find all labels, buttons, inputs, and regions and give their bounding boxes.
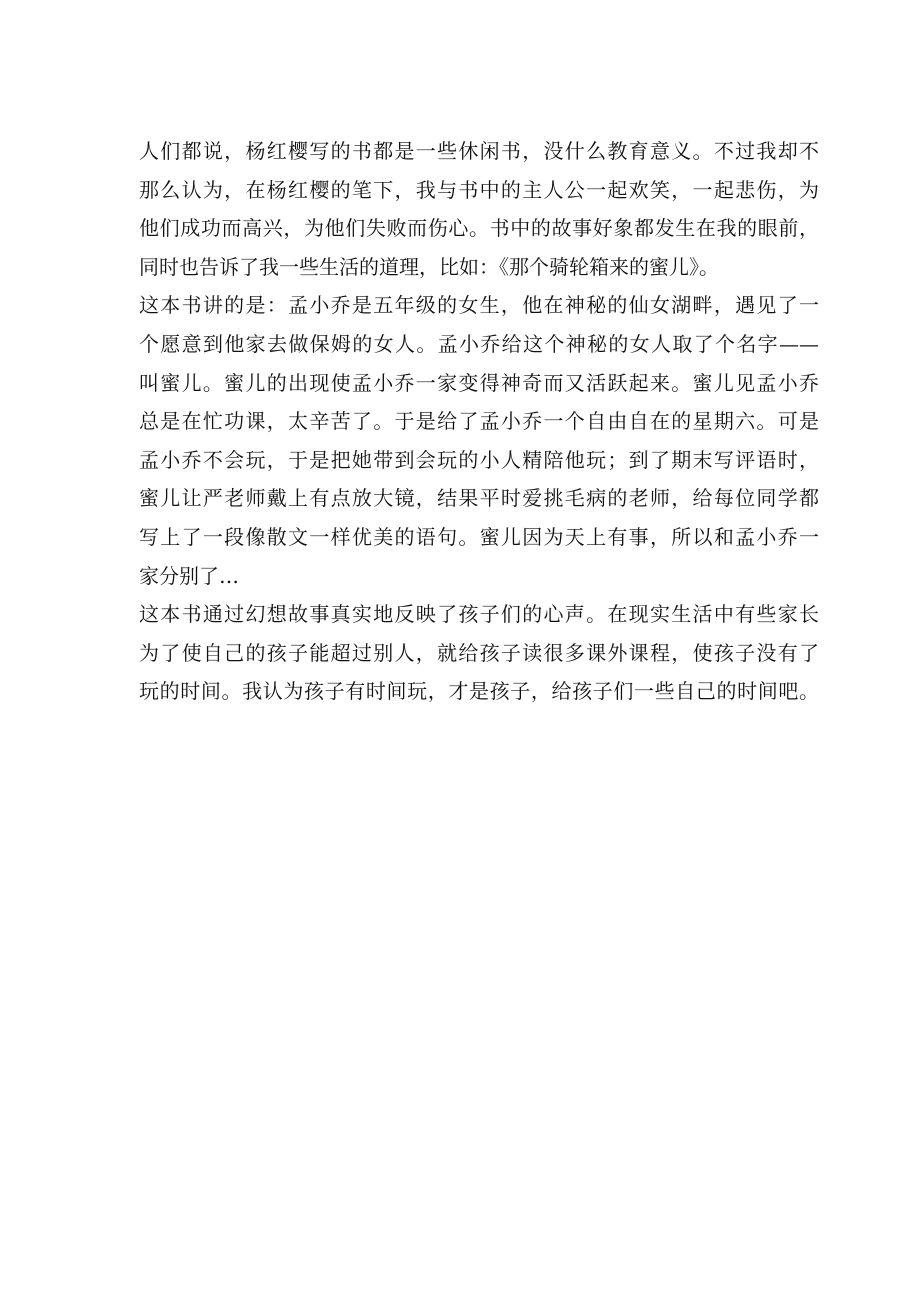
- text-line: 这本书讲的是：孟小乔是五年级的女生，他在神秘的仙女湖畔，遇见了一: [139, 293, 819, 318]
- text-line: 蜜儿让严老师戴上有点放大镜，结果平时爱挑毛病的老师，给每位同学都: [139, 486, 819, 511]
- text-line: 玩的时间。我认为孩子有时间玩，才是孩子，给孩子们一些自己的时间吧。: [139, 679, 819, 704]
- text-line: 叫蜜儿。蜜儿的出现使孟小乔一家变得神奇而又活跃起来。蜜儿见孟小乔: [139, 370, 819, 395]
- text-line: 总是在忙功课，太辛苦了。于是给了孟小乔一个自由自在的星期六。可是: [139, 409, 819, 434]
- text-line: 写上了一段像散文一样优美的语句。蜜儿因为天上有事，所以和孟小乔一: [139, 524, 819, 549]
- text-line: 同时也告诉了我一些生活的道理，比如：《那个骑轮箱来的蜜儿》。: [139, 254, 719, 279]
- text-line: 这本书通过幻想故事真实地反映了孩子们的心声。在现实生活中有些家长: [139, 602, 819, 627]
- text-line: 为了使自己的孩子能超过别人，就给孩子读很多课外课程，使孩子没有了: [139, 640, 819, 665]
- text-line: 人们都说，杨红樱写的书都是一些休闲书，没什么教育意义。不过我却不: [139, 139, 819, 163]
- text-line: 孟小乔不会玩，于是把她带到会玩的小人精陪他玩；到了期末写评语时，: [139, 447, 819, 472]
- text-line: 个愿意到他家去做保姆的女人。孟小乔给这个神秘的女人取了个名字——: [139, 331, 819, 356]
- text-line: 那么认为，在杨红樱的笔下，我与书中的主人公一起欢笑，一起悲伤，为: [139, 177, 819, 202]
- text-line: 他们成功而高兴，为他们失败而伤心。书中的故事好象都发生在我的眼前，: [139, 216, 819, 241]
- text-line: 家分别了…: [139, 563, 239, 588]
- essay-body: [139, 132, 819, 711]
